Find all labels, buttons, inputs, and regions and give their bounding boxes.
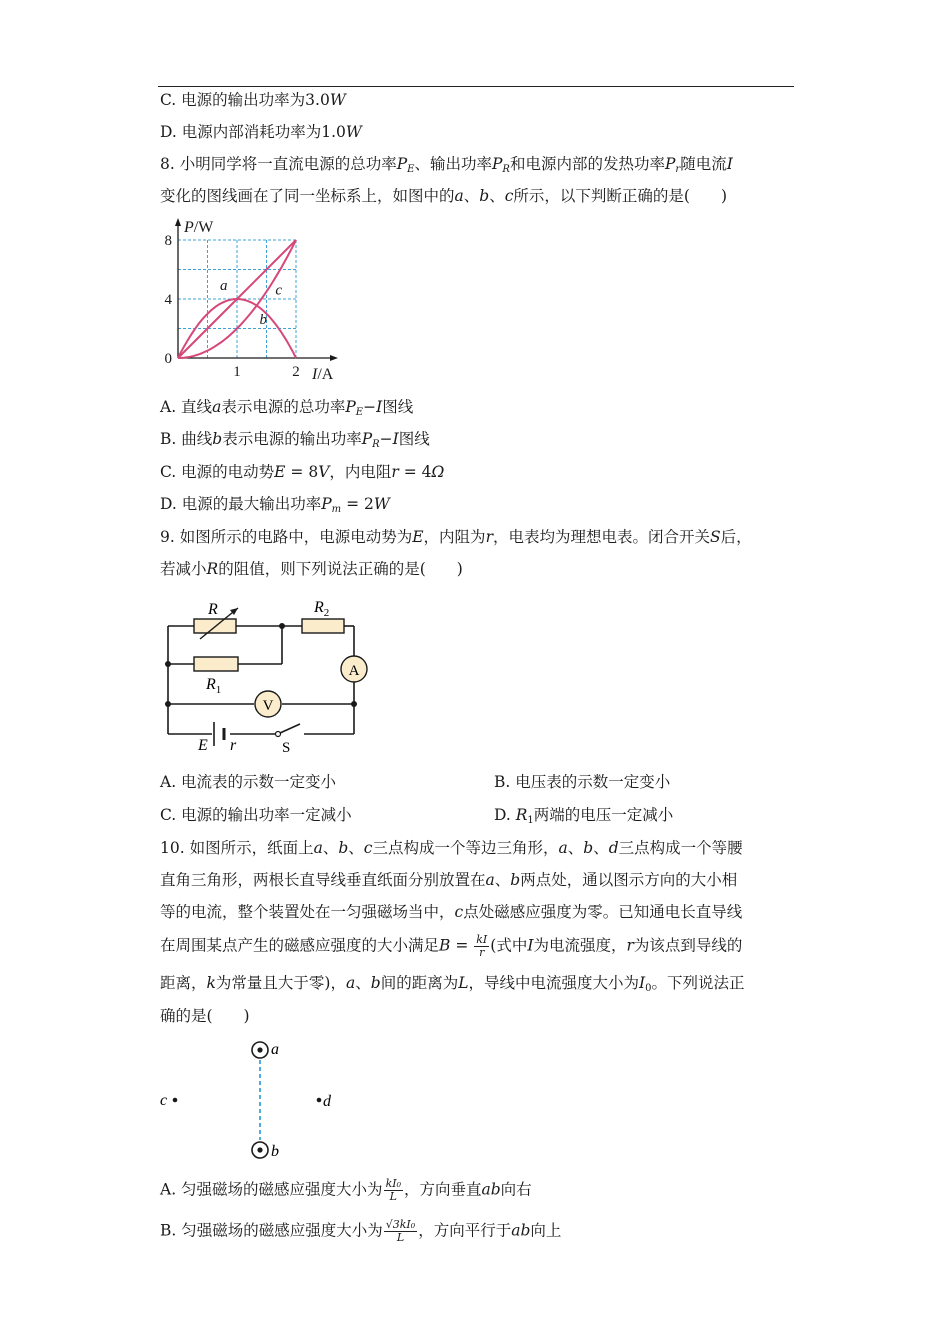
label-r2: $R_2$	[314, 599, 330, 619]
label-voltmeter: V	[262, 698, 274, 714]
q9-stem-line2: 若减小R的阻值，则下列说法正确的是( )	[160, 560, 463, 578]
q10-stem-line3: 等的电流，整个装置处在一匀强磁场当中，c点处磁感应强度为零。已知通电长直导线	[160, 903, 743, 921]
fraction-kI-over-r: $\frac{kI}{r}$	[476, 933, 488, 959]
y-tick-label-4: 4	[164, 292, 172, 308]
label-switch: S	[282, 740, 291, 756]
label-r: R	[208, 601, 218, 618]
q10-stem-line2: 直角三角形，两根长直导线垂直纸面分别放置在a、b两点处，通以图示方向的大小相	[160, 871, 738, 889]
label-c: c	[160, 1092, 168, 1109]
q8-option-d: D. 电源的最大输出功率$P_m = 2W$	[160, 495, 390, 515]
q10-stem-line1: 10. 如图所示，纸面上a、b、c三点构成一个等边三角形，a、b、d三点构成一个等腰	[160, 839, 743, 857]
q8-option-b: B. 曲线b表示电源的输出功率$P_R-I$图线	[160, 430, 430, 450]
label-r1: $R_1$	[206, 676, 222, 696]
label-ammeter: A	[348, 663, 360, 679]
origin-label: 0	[164, 351, 172, 367]
q8-stem-line2: 变化的图线画在了同一坐标系上，如图中的a、b、c所示，以下判断正确的是( )	[160, 187, 728, 205]
resistor-r1	[194, 657, 238, 671]
q10-stem-line5: 距离，k为常量且大于零)，a、b间的距离为L，导线中电流强度大小为$I_0$。下列说法正	[160, 974, 745, 994]
q10-option-b: B. 匀强磁场的磁感应强度大小为 $\frac{\text{√3kI₀}}{L}$ ，方向平行于ab向上	[160, 1218, 562, 1244]
series-a-label: a	[220, 278, 228, 295]
x-tick-label-1: 1	[233, 364, 241, 380]
label-a: a	[271, 1041, 279, 1058]
series-b-label: b	[259, 312, 268, 329]
y-tick-label-8: 8	[164, 233, 172, 249]
y-axis-title: P/W	[184, 219, 214, 236]
label-b: b	[271, 1143, 279, 1160]
series-c-label: c	[275, 282, 283, 299]
x-tick-label-2: 2	[292, 364, 300, 380]
q9-option-b: B. 电压表的示数一定变小	[494, 773, 671, 791]
point-d	[317, 1098, 322, 1103]
switch-blade	[280, 724, 300, 733]
label-emf: E	[198, 737, 208, 754]
point-c	[173, 1098, 178, 1103]
x-axis-arrow	[330, 355, 338, 361]
wires-figure	[158, 1036, 348, 1168]
resistor-r2	[302, 619, 344, 633]
q10-stem-line6: 确的是( )	[160, 1007, 250, 1025]
q8-stem-line1: 8. 小明同学将一直流电源的总功率$P_E$、输出功率$P_R$和电源内部的发热功率$P_r$随电流I	[160, 155, 733, 175]
q8-option-a: A. 直线a表示电源的总功率$P_E-I$图线	[160, 398, 414, 418]
q9-stem-line1: 9. 如图所示的电路中，电源电动势为E，内阻为r，电表均为理想电表。闭合开关S后，	[160, 528, 752, 546]
fraction-kI0-over-L: $\frac{\text{kI₀}}{L}$	[385, 1177, 401, 1203]
q9-option-a: A. 电流表的示数一定变小	[160, 773, 337, 791]
x-axis-title: I/A	[312, 366, 334, 383]
q7-option-c: C. 电源的输出功率为3.0W	[160, 91, 346, 109]
circuit-diagram	[160, 592, 370, 762]
fraction-sqrt3kI0-over-L: $\frac{\text{√3kI₀}}{L}$	[385, 1218, 416, 1244]
q8-option-c: C. 电源的电动势E = 8V，内电阻r = 4Ω	[160, 463, 445, 481]
q10-option-a: A. 匀强磁场的磁感应强度大小为 $\frac{\text{kI₀}}{L}$ ，方向垂直ab向右	[160, 1177, 532, 1203]
q10-stem-line4: 在周围某点产生的磁感应强度的大小满足B = $\frac{kI}{r}$ (式中I为电流强度，r为该点到导线的	[160, 933, 743, 959]
label-internal-r: r	[230, 737, 237, 754]
q7-option-d: D. 电源内部消耗功率为1.0W	[160, 123, 362, 141]
header-rule	[158, 86, 794, 87]
q9-option-d: D. $R_1$两端的电压一定减小	[494, 806, 674, 826]
y-axis-arrow	[175, 218, 181, 226]
label-d: d	[323, 1093, 331, 1110]
power-current-chart	[150, 214, 350, 386]
q9-option-c: C. 电源的输出功率一定减小	[160, 806, 352, 824]
